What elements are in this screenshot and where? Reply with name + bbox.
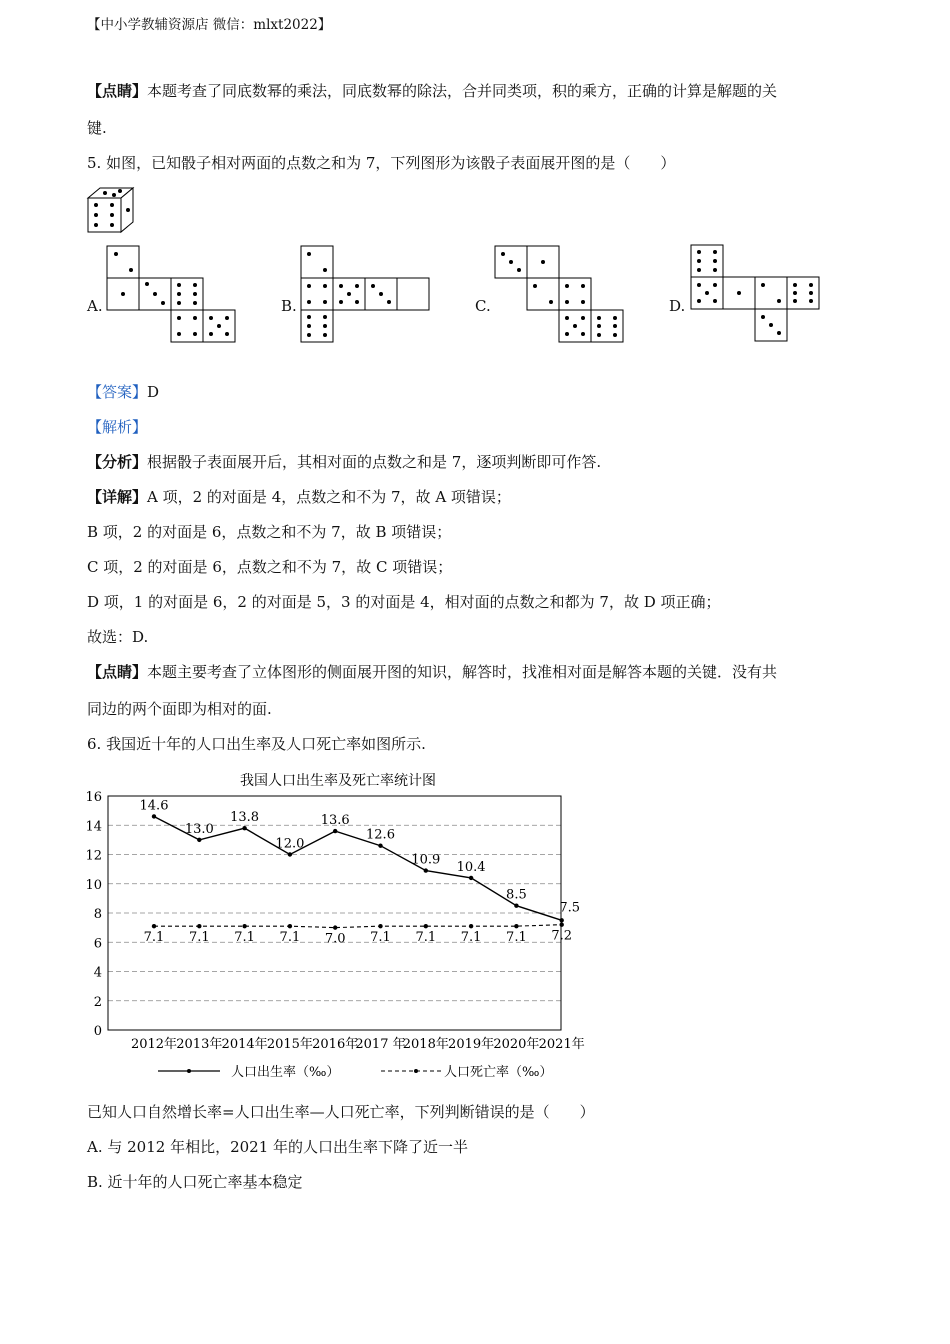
legend-death: 人口死亡率（‰） <box>444 1065 553 1080</box>
x-tick-label: 2021年 <box>538 1037 585 1052</box>
death-data-label: 7.0 <box>324 931 346 947</box>
q6-condition: 已知人口自然增长率=人口出生率—人口死亡率，下列判断错误的是（ ） <box>87 1103 595 1121</box>
birth-point <box>288 852 292 856</box>
q6-option-b: B. 近十年的人口死亡率基本稳定 <box>87 1173 303 1191</box>
death-point <box>242 924 246 928</box>
net-b-figure <box>300 240 434 346</box>
death-point <box>333 925 337 929</box>
x-tick-label: 2014年 <box>221 1037 268 1052</box>
death-data-label: 7.1 <box>506 930 527 946</box>
dianjing-line2: 同边的两个面即为相对的面. <box>87 700 272 718</box>
death-point <box>378 924 382 928</box>
x-tick-label: 2018年 <box>402 1037 449 1052</box>
birth-point <box>333 829 337 833</box>
death-point <box>197 924 201 928</box>
chart-title: 我国人口出生率及死亡率统计图 <box>240 773 436 789</box>
net-a-figure <box>106 240 240 346</box>
death-point <box>514 924 518 928</box>
birth-data-label: 10.9 <box>411 852 441 868</box>
xiangjie-line: 【详解】A 项，2 的对面是 4，点数之和不为 7，故 A 项错误； <box>87 488 511 506</box>
b-item-line: B 项，2 的对面是 6，点数之和不为 7，故 B 项错误； <box>87 523 452 541</box>
birth-point <box>378 844 382 848</box>
death-point <box>469 924 473 928</box>
x-tick-label: 2016年 <box>312 1037 359 1052</box>
birth-point <box>514 903 518 907</box>
fenxi-line: 【分析】根据骰子表面展开后，其相对面的点数之和是 7，逐项判断即可作答. <box>87 453 602 471</box>
net-d-figure <box>688 240 822 346</box>
answer-line: 【答案】D <box>87 383 160 401</box>
birth-data-label: 12.0 <box>275 836 305 852</box>
option-b-label: B. <box>281 297 297 315</box>
birth-data-label: 14.6 <box>139 798 169 814</box>
birth-rate-line <box>154 816 562 920</box>
dice-cube-figure <box>86 186 138 234</box>
death-data-label: 7.1 <box>370 930 391 946</box>
y-tick-label: 6 <box>93 936 102 952</box>
death-data-label: 7.1 <box>188 930 210 946</box>
q6-stem: 6. 我国近十年的人口出生率及人口死亡率如图所示. <box>87 735 426 753</box>
birth-point <box>152 814 156 818</box>
death-data-label: 7.1 <box>279 930 301 946</box>
page-header: 【中小学教辅资源店 微信：mlxt2022】 <box>87 17 332 33</box>
death-point <box>560 923 564 927</box>
y-tick-label: 12 <box>85 848 102 864</box>
birth-data-label: 10.4 <box>456 859 486 875</box>
option-c-label: C. <box>475 297 491 315</box>
x-tick-label: 2013年 <box>176 1037 223 1052</box>
birth-data-label: 7.5 <box>559 900 581 916</box>
population-chart <box>80 765 620 1090</box>
death-data-label: 7.1 <box>143 930 165 946</box>
analysis-tag: 【解析】 <box>87 418 148 436</box>
option-d-label: D. <box>669 297 686 315</box>
net-c-figure <box>494 240 628 346</box>
death-data-label: 7.1 <box>460 930 482 946</box>
birth-point <box>424 868 428 872</box>
prev-note-line1: 【点睛】本题考查了同底数幂的乘法，同底数幂的除法，合并同类项，积的乘方，正确的计算是解题的关 <box>87 82 778 100</box>
option-a-label: A. <box>87 297 103 315</box>
prev-note-line2: 键. <box>87 119 107 137</box>
birth-data-label: 13.8 <box>230 810 260 826</box>
birth-point <box>242 826 246 830</box>
y-tick-label: 10 <box>85 877 102 893</box>
birth-point <box>469 876 473 880</box>
x-tick-label: 2015年 <box>266 1037 313 1052</box>
x-tick-label: 2019年 <box>448 1037 495 1052</box>
c-item-line: C 项，2 的对面是 6，点数之和不为 7，故 C 项错误； <box>87 558 453 576</box>
y-tick-label: 4 <box>93 965 102 981</box>
death-data-label: 7.1 <box>415 930 437 946</box>
birth-point <box>197 838 201 842</box>
q5-stem: 5. 如图，已知骰子相对两面的点数之和为 7，下列图形为该骰子表面展开图的是（ ） <box>87 154 676 172</box>
choose-line: 故选：D. <box>87 628 149 646</box>
birth-data-label: 12.6 <box>366 827 395 843</box>
y-tick-label: 16 <box>85 790 102 805</box>
x-tick-label: 2020年 <box>493 1037 540 1052</box>
death-point <box>288 924 292 928</box>
death-rate-line <box>154 925 562 928</box>
legend-birth: 人口出生率（‰） <box>231 1065 340 1080</box>
y-tick-label: 0 <box>93 1024 102 1039</box>
death-data-label: 7.1 <box>234 930 255 946</box>
y-tick-label: 2 <box>93 994 102 1010</box>
d-item-line: D 项，1 的对面是 6，2 的对面是 5，3 的对面是 4，相对面的点数之和都为 7，故 D 项正确； <box>87 593 721 611</box>
y-tick-label: 14 <box>85 819 102 835</box>
birth-data-label: 8.5 <box>506 887 527 903</box>
x-tick-label: 2012年 <box>130 1037 178 1052</box>
death-point <box>424 924 428 928</box>
birth-data-label: 13.0 <box>184 821 214 837</box>
death-point <box>152 924 156 928</box>
birth-point <box>560 918 564 922</box>
death-data-label: 7.2 <box>551 928 573 944</box>
x-tick-label: 2017 年 <box>355 1037 406 1052</box>
birth-data-label: 13.6 <box>320 813 350 829</box>
dianjing-line1: 【点睛】本题主要考查了立体图形的侧面展开图的知识，解答时，找准相对面是解答本题的关键．没有共 <box>87 663 778 681</box>
y-tick-label: 8 <box>93 907 102 922</box>
q6-option-a: A. 与 2012 年相比，2021 年的人口出生率下降了近一半 <box>87 1138 469 1156</box>
